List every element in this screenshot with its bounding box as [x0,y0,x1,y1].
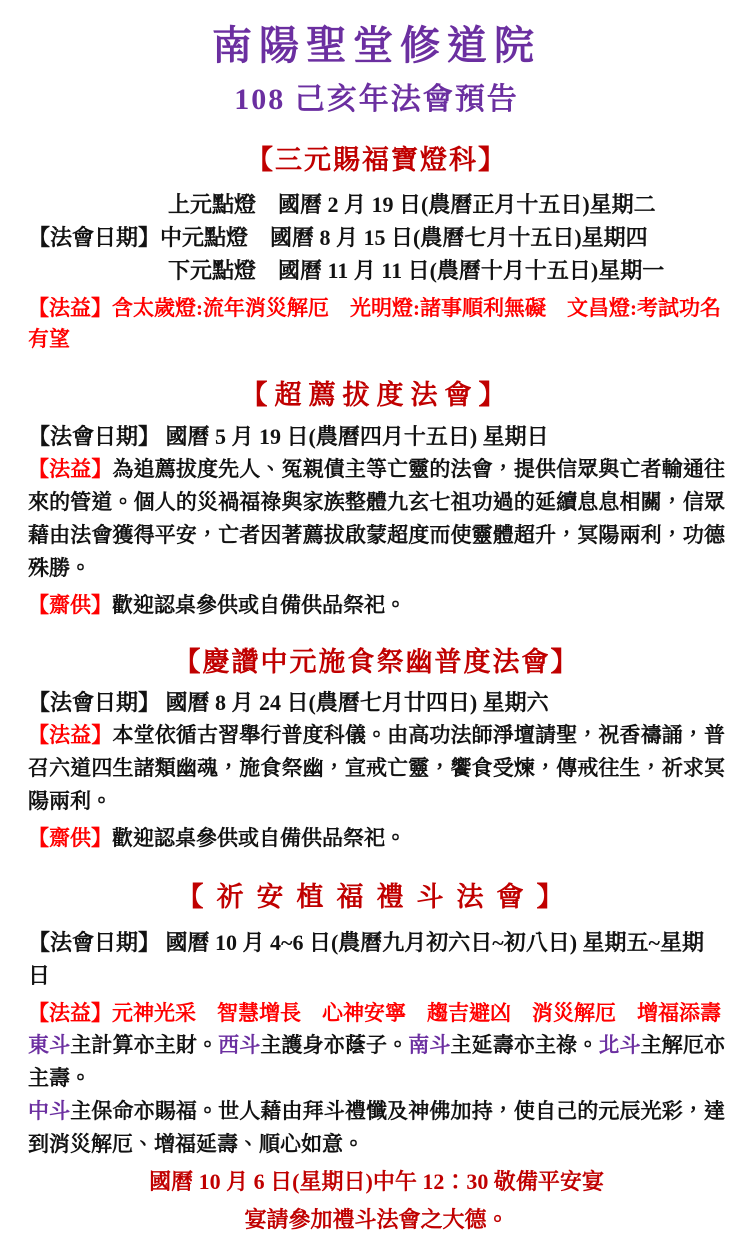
banquet-line-2: 宴請參加禮斗法會之大德。 [244,1206,509,1232]
offering-line [28,589,725,622]
dou-center: 中斗 [28,1098,71,1123]
dou-line-east-west-south-north [28,1029,725,1095]
date-line-upper: 上元點燈 國曆 2 月 19 日(農曆正月十五日)星期二 [168,192,656,218]
offering-text: 歡迎認桌參供或自備供品祭祀。 [112,592,406,617]
section-heading-deliverance: 【超薦拔度法會】 [240,380,513,411]
date-line: 【法會日期】 國曆 8 月 24 日(農曆七月廿四日) 星期六 [28,690,549,716]
benefit-label: 【法益】 [28,723,113,748]
dou-east-desc: 主計算亦主財。 [70,1032,219,1057]
benefit-text: 為追薦拔度先人、冤親債主等亡靈的法會，提供信眾與亡者輸通往來的管道。個人的災禍福祿與家族整體九玄七祖功過的延續息息相關，信眾藉由法會獲得平安，亡者因著薦拔啟蒙超度而使靈體超升，冥陽兩利，功德殊勝。 [28,456,725,580]
offering-label: 【齋供】 [28,826,112,851]
section-lidou [28,881,725,1236]
benefit-text: 本堂依循古習舉行普度科儀。由高功法師淨壇請聖，祝香禱誦，普召六道四生諸類幽魂，施食祭幽，宣戒亡靈，饗食受煉，傳戒往生，祈求冥陽兩利。 [28,723,725,814]
dou-south: 南斗 [408,1032,451,1057]
offering-text: 歡迎認桌參供或自備供品祭祀。 [112,826,406,851]
benefit-text: 含太歲燈:流年消災解厄 光明燈:諸事順利無礙 文昌燈:考試功名有望 [28,296,721,352]
dou-south-desc: 主延壽亦主祿。 [450,1032,599,1057]
page-subtitle: 108 己亥年法會預告 [234,83,519,116]
date-label: 【法會日期】 [28,225,161,251]
benefit-text: 元神光采 智慧增長 心神安寧 趨吉避凶 消災解厄 增福添壽 [112,1000,721,1025]
offering-line [28,822,725,855]
page-title: 南陽聖堂修道院 [212,23,541,68]
section-heading-zhongyuan: 【慶讚中元施食祭幽普度法會】 [173,646,580,677]
dou-east: 東斗 [28,1032,71,1057]
banquet-line-1: 國曆 10 月 6 日(星期日)中午 12：30 敬備平安宴 [149,1168,604,1194]
benefit-label: 【法益】 [28,456,113,481]
date-line-lower: 下元點燈 國曆 11 月 11 日(農曆十月十五日)星期一 [168,258,665,284]
section-heading-lantern: 【三元賜福寶燈科】 [246,145,507,175]
dou-center-desc: 主保命亦賜福。世人藉由拜斗禮懺及神佛加持，使自己的元辰光彩，達到消災解厄、增福延壽、順心如意。 [28,1098,725,1156]
section-lantern [28,144,725,355]
date-line: 【法會日期】 國曆 10 月 4~6 日(農曆九月初六日~初八日) 星期五~星期日 [28,929,704,988]
date-line-middle-text: 中元點燈 國曆 8 月 15 日(農曆七月十五日)星期四 [160,225,648,251]
dou-north: 北斗 [598,1032,641,1057]
dou-north-desc: 主解厄亦主壽。 [28,1032,725,1090]
benefit-paragraph [28,453,725,585]
dou-west-desc: 主護身亦蔭子。 [260,1032,409,1057]
benefit-line-lidou [28,998,725,1029]
dou-line-center [28,1095,725,1161]
benefit-label: 【法益】 [28,296,112,321]
benefit-label: 【法益】 [28,1000,112,1025]
benefit-paragraph [28,719,725,818]
date-line-middle [28,221,725,254]
benefit-line-lantern [28,293,725,355]
offering-label: 【齋供】 [28,592,112,617]
date-line: 【法會日期】 國曆 5 月 19 日(農曆四月十五日) 星期日 [28,423,549,449]
dou-west: 西斗 [218,1032,261,1057]
section-deliverance [28,379,725,621]
section-zhongyuan [28,646,725,855]
section-heading-lidou: 【祈安植福禮斗法會】 [176,882,577,913]
